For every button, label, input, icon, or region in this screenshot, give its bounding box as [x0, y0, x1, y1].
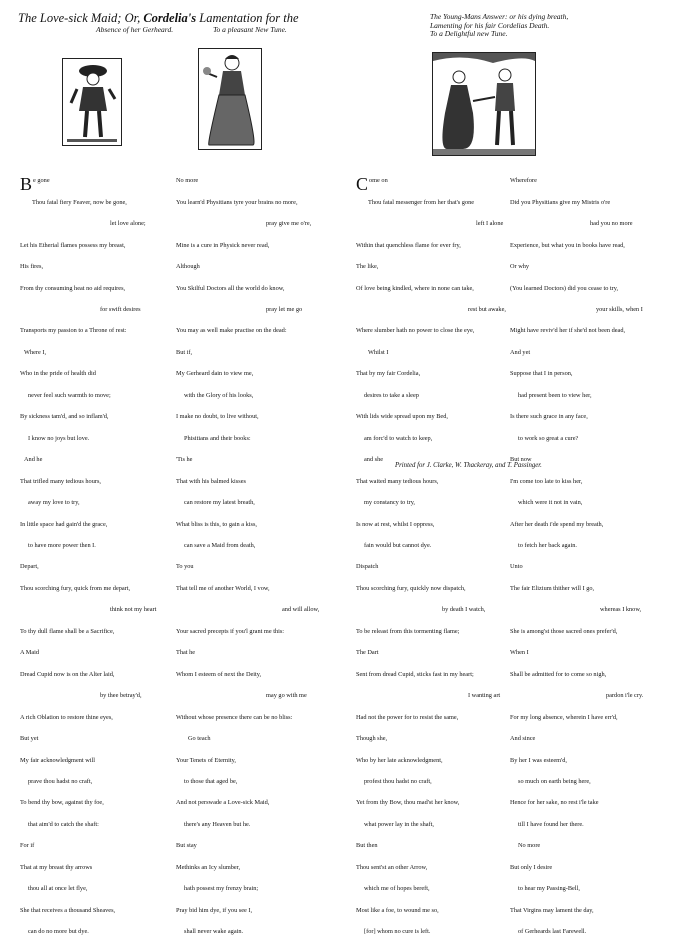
verse-line: for swift desires	[100, 306, 141, 314]
verse-line: Pray bid him dye, if you see I,	[176, 906, 253, 914]
verse-line: I know no joys but love.	[28, 434, 90, 442]
verse-line: Whom I esteem of next the Deity,	[176, 670, 262, 678]
verse-line: I make no doubt, to live without,	[176, 413, 259, 421]
verse-line: can save a Maid from death,	[184, 542, 256, 550]
verse-line: Thou fatal messenger from her that's gone	[368, 198, 475, 206]
verse-line: My fair acknowledgment will	[20, 756, 96, 764]
verse-line: Might have reviv'd her if she'd not been dead,	[510, 327, 626, 335]
verse-line: By her I was esteem'd,	[510, 756, 567, 764]
verse-line: Of love being kindled, where in none can take,	[356, 284, 474, 292]
verse-line: whereas I know,	[600, 606, 642, 614]
verse-line: think not my heart	[110, 606, 157, 614]
verse-line: That waited many tedious hours,	[356, 477, 439, 485]
verse-line: Most like a foe, to wound me so,	[356, 906, 439, 914]
verse-line: so much on earth being here,	[518, 778, 591, 785]
verse-line: to work so great a cure?	[518, 434, 579, 442]
verse-line: can restore my latest breath,	[184, 499, 255, 507]
verse-line: pray give me o're,	[266, 220, 312, 228]
verse-line: No more	[518, 842, 541, 850]
verse-line: You may as well make practise on the dead:	[176, 327, 287, 335]
verse-line: and she	[364, 456, 384, 464]
verse-line: That tell me of another World, I vow,	[176, 584, 270, 592]
verse-line: by thee betray'd,	[100, 692, 142, 700]
verse-line: hath possest my frenzy brain;	[184, 885, 259, 893]
verse-line: I wanting art	[468, 692, 501, 700]
verse-line: With lids wide spread upon my Bed,	[356, 413, 448, 421]
column-1	[20, 163, 156, 950]
verse-line: to fetch her back again.	[518, 542, 577, 550]
verse-line: That by my fair Cordelia,	[356, 370, 421, 378]
printer-imprint: Printed for J. Clarke, W. Thackeray, and T. Passinger.	[395, 462, 542, 469]
verse-line: [for] whom no cure is left.	[364, 928, 431, 936]
verse-line: which were it not in vain,	[518, 499, 583, 507]
column-3	[356, 163, 506, 950]
verse-line: By sickness tam'd, and so inflam'd,	[20, 413, 109, 421]
verse-line: Though she,	[356, 735, 388, 743]
verse-line: Your sacred precepts if you'l grant me this:	[176, 627, 285, 635]
verse-line: Who in the pride of health did	[20, 370, 96, 378]
verse-line: His fires,	[20, 263, 44, 271]
woodcut-couple	[432, 52, 536, 156]
verse-line: rest but awake,	[468, 306, 506, 314]
verse-line: Methinks an Icy slumber,	[176, 863, 241, 871]
subtitle: Absence of her Gerheard. To a pleasant New Tune.	[96, 25, 287, 34]
verse-line: of Gerheards last Farewell.	[518, 928, 587, 936]
verse-line: pray let me go	[266, 306, 303, 314]
verse-line: You Skilful Doctors all the world do know,	[176, 284, 285, 292]
verse-line: Wherefore	[510, 177, 537, 185]
verse-line: Let his Etherial flames possess my breast,	[20, 241, 126, 249]
verse-line: Be gone	[20, 174, 50, 195]
verse-line: Suppose that I in person,	[510, 370, 573, 378]
verse-line: But then	[356, 842, 378, 850]
verse-line: She is among'st those sacred ones prefer'd,	[510, 627, 618, 635]
verse-line: To bend thy bow, against thy foe,	[20, 799, 104, 807]
verse-line: can do no more but dye.	[28, 928, 89, 936]
verse-line: Who by her late acknowledgment,	[356, 756, 443, 764]
verse-line: That Virgins may lament the day,	[510, 906, 594, 914]
verse-line: But only I desire	[510, 863, 553, 871]
verse-line: No more	[176, 177, 199, 185]
verse-line: your skills, when I	[596, 306, 643, 314]
verse-line: Phisitians and their books:	[184, 434, 251, 442]
verse-line: Go teach	[188, 735, 211, 743]
verse-line: Is now at rest, whilst I oppress,	[356, 520, 435, 528]
verse-line: what power lay in the shaft,	[364, 820, 434, 828]
verse-line: to those that aged be,	[184, 778, 238, 785]
verse-line: by death I watch,	[442, 606, 486, 614]
verse-line: Come on	[356, 174, 388, 195]
verse-line: with the Glory of his looks,	[184, 391, 254, 399]
verse-line: never feel such warmth to move;	[28, 391, 111, 399]
verse-line: Had not the power for to resist the same,	[356, 713, 459, 721]
verse-line: fain would but cannot dye.	[364, 542, 432, 550]
verse-line: From thy consuming heat no aid requires,	[20, 284, 126, 292]
verse-line: To thy dull flame shall be a Sacrifice,	[20, 627, 115, 635]
verse-line: Sent from dread Cupid, sticks fast in my heart;	[356, 670, 474, 678]
verse-line: She that receives a thousand Sheaves,	[20, 906, 116, 914]
verse-line: 'Tis he	[176, 456, 193, 464]
verse-line: Thou sent'st an other Arrow,	[356, 863, 428, 871]
verse-line: Your Tenets of Eternity,	[176, 756, 236, 764]
verse-line: to hear my Passing-Bell,	[518, 885, 580, 893]
verse-line: desires to take a sleep	[364, 391, 419, 399]
verse-line: Without whose presence there can be no bliss:	[176, 713, 293, 721]
verse-line: and will allow,	[282, 606, 320, 614]
verse-line: Where slumber hath no power to close the eye,	[356, 327, 475, 335]
verse-line: My Gerheard dain to view me,	[176, 370, 254, 378]
verse-line: The Dart	[356, 649, 379, 657]
verse-line: Yet from thy Bow, thou mad'st her know,	[356, 799, 460, 807]
verse-line: And he	[24, 456, 43, 464]
title-right: The Young-Mans Answer: or his dying breath, Lamenting for his fair Cordelias Death. To a Delightful new Tune.	[430, 12, 569, 38]
verse-line: A Maid	[20, 649, 40, 657]
verse-line: Hence for her sake, no rest i'le take	[510, 799, 599, 807]
verse-line: Depart,	[20, 563, 39, 571]
column-4	[510, 163, 643, 950]
verse-line: That with his balmed kisses	[176, 477, 246, 485]
verse-line: That he	[176, 649, 196, 657]
verse-line: had you no more	[590, 220, 633, 228]
verse-line: to have more power then I.	[28, 542, 96, 550]
verse-line: shall never wake again.	[184, 928, 244, 936]
verse-line: Is there such grace in any face,	[510, 413, 588, 421]
verse-line: left I alone	[476, 220, 504, 228]
verse-line: To you	[176, 563, 194, 571]
verse-line: But stay	[176, 842, 197, 850]
verse-line: let love alone;	[110, 220, 146, 228]
verse-line: Thou scorching fury, quick from me depart,	[20, 584, 131, 592]
column-2	[176, 163, 319, 950]
verse-line: And yet	[510, 348, 531, 356]
verse-line: For my long absence, wherein I have err'd,	[510, 713, 618, 721]
verse-line: pardon i'le cry.	[606, 692, 644, 700]
verse-line: Transports my passion to a Throne of rest:	[20, 327, 127, 335]
verse-line: The like,	[356, 263, 379, 271]
verse-line: Dispatch	[356, 563, 379, 571]
verse-line: Although	[176, 263, 200, 271]
verse-line: may go with me	[266, 692, 307, 700]
verse-line: away my love to try,	[28, 499, 80, 507]
verse-line: (You learned Doctors) did you cease to try,	[510, 284, 619, 292]
verse-line: After her death i'de spend my breath,	[510, 520, 604, 528]
verse-line: Or why	[510, 263, 530, 271]
verse-line: In little space had gain'd the grace,	[20, 520, 108, 528]
verse-line: till I have found her there.	[518, 820, 584, 828]
verse-line: my constancy to try,	[364, 499, 416, 507]
verse-line: Experience, but what you in books have read,	[510, 241, 625, 249]
verse-line: A rich Oblation to restore thine eyes,	[20, 713, 113, 721]
verse-line: Dread Cupid now is on the Alter laid,	[20, 670, 115, 678]
verse-line: And not perswade a Love-sick Maid,	[176, 799, 270, 807]
verse-line: Whilst I	[368, 348, 389, 356]
verse-line: Unto	[510, 563, 523, 571]
verse-line: You learn'd Physitians tyre your brains no more,	[176, 198, 298, 206]
verse-line: thou all at once let flye,	[28, 885, 88, 893]
woodcut-man	[62, 58, 122, 146]
verse-line: had present been to view her,	[518, 391, 592, 399]
verse-line: Where I,	[24, 348, 47, 356]
verse-line: there's any Heaven but he.	[184, 820, 251, 828]
verse-line: Thou scorching fury, quickly now dispatch,	[356, 584, 466, 592]
verse-line: profest thou hadst no craft,	[364, 778, 432, 785]
verse-line: That trifled many tedious hours,	[20, 477, 101, 485]
title-left: The Love-sick Maid; Or, Cordelia's Lamentation for the	[18, 11, 299, 25]
verse-line: Did you Physitians give my Mistris o're	[510, 198, 611, 206]
verse-line: Mine is a cure in Physick never read,	[176, 241, 270, 249]
verse-line: But if,	[176, 348, 193, 356]
verse-line: Within that quenchless flame for ever fry,	[356, 241, 461, 249]
verse-line: But yet	[20, 735, 39, 743]
verse-line: prave thou hadst no craft,	[28, 778, 93, 785]
verse-line: Thou fatal fiery Feaver, now be gone,	[32, 198, 127, 206]
verse-line: And since	[510, 735, 536, 743]
verse-line: that aim'd to catch the shaft:	[28, 820, 99, 828]
verse-line: The fair Elizium thither will I go,	[510, 584, 595, 592]
verse-line: I'm come too late to kiss her,	[510, 477, 583, 485]
verse-line: Shall be admitted for to come so nigh,	[510, 670, 607, 678]
verse-line: But now	[510, 456, 532, 464]
verse-line: am forc'd to watch to keep,	[364, 434, 433, 442]
verse-line: What bliss is this, to gain a kiss,	[176, 520, 257, 528]
verse-line: To be releast from this tormenting flame;	[356, 627, 460, 635]
verse-line: For if	[20, 842, 35, 850]
woodcut-maid	[198, 48, 262, 150]
verse-line: That at my breast thy arrows	[20, 863, 93, 871]
verse-line: which me of hopes bereft,	[364, 885, 430, 893]
verse-line: When I	[510, 649, 529, 657]
